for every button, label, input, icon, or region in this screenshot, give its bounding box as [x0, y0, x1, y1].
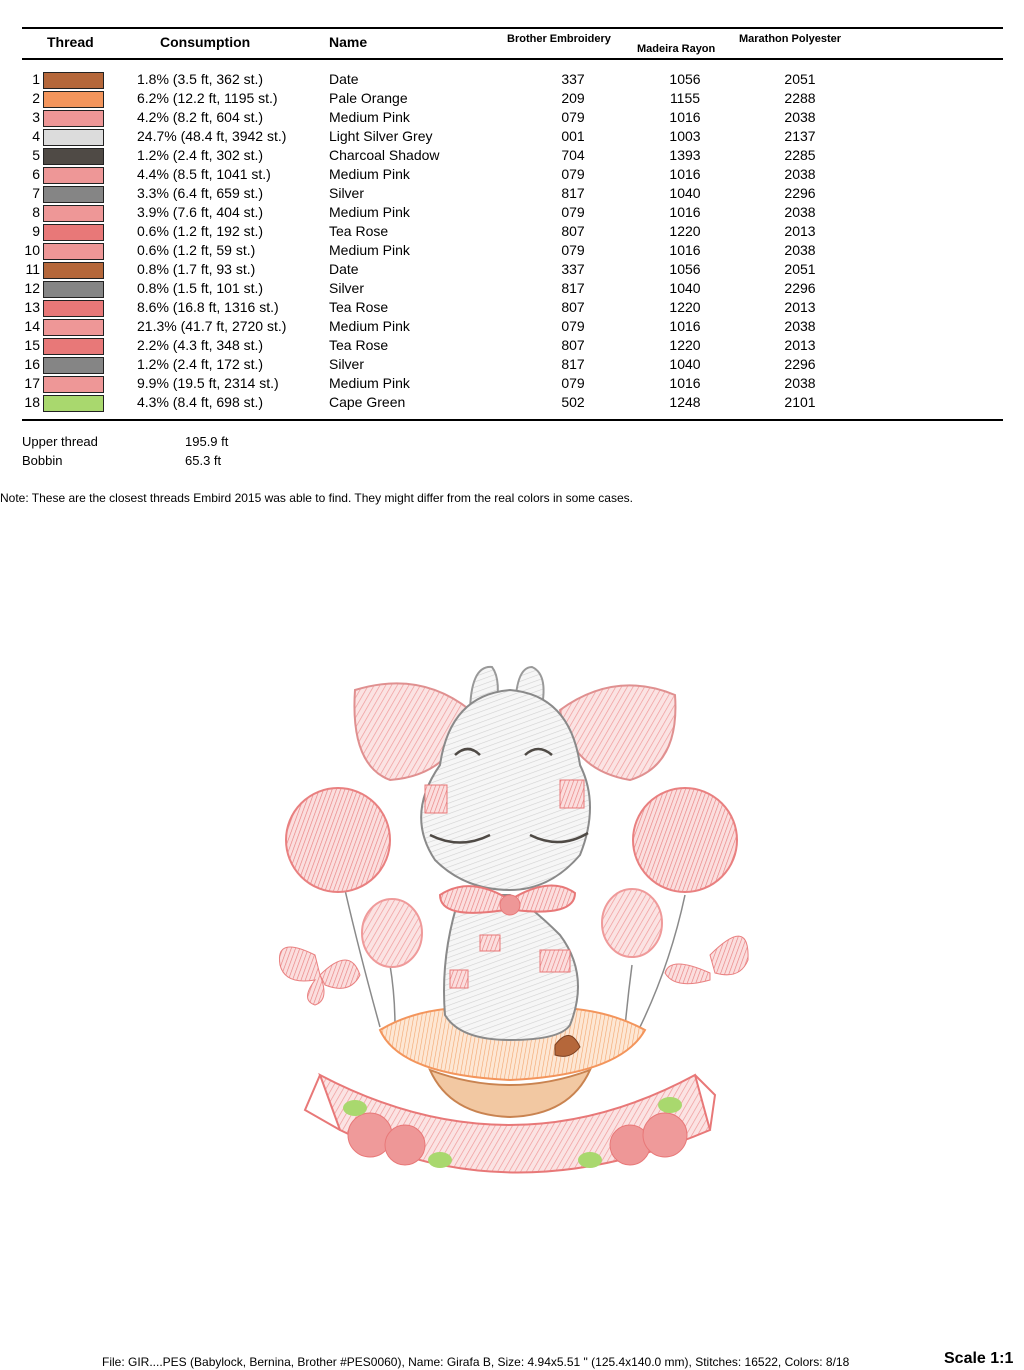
brother-code: 079: [561, 242, 585, 258]
upper-thread-value: 195.9 ft: [185, 434, 229, 449]
madeira-code: 1016: [669, 204, 701, 220]
thread-number: 1: [32, 71, 40, 87]
marathon-code: 2051: [784, 261, 816, 277]
header-consumption: Consumption: [160, 34, 251, 50]
table-row: [0, 147, 1024, 166]
thread-number: 5: [32, 147, 40, 163]
thread-name: Silver: [329, 185, 365, 201]
thread-name: Tea Rose: [329, 223, 389, 239]
thread-consumption: 24.7% (48.4 ft, 3942 st.): [137, 128, 287, 144]
thread-name: Charcoal Shadow: [329, 147, 440, 163]
thread-name: Medium Pink: [329, 109, 410, 125]
madeira-code: 1056: [669, 71, 701, 87]
thread-number: 7: [32, 185, 40, 201]
thread-name: Silver: [329, 280, 365, 296]
thread-consumption: 0.6% (1.2 ft, 59 st.): [137, 242, 256, 258]
madeira-code: 1220: [669, 223, 701, 239]
thread-name: Medium Pink: [329, 204, 410, 220]
thread-consumption: 1.8% (3.5 ft, 362 st.): [137, 71, 264, 87]
thread-consumption: 0.8% (1.5 ft, 101 st.): [137, 280, 264, 296]
thread-name: Date: [329, 261, 359, 277]
marathon-code: 2285: [784, 147, 816, 163]
top-rule: [22, 27, 1003, 29]
thread-color-swatch: [43, 338, 104, 355]
marathon-code: 2038: [784, 109, 816, 125]
thread-name: Tea Rose: [329, 299, 389, 315]
thread-name: Cape Green: [329, 394, 406, 410]
thread-number: 6: [32, 166, 40, 182]
brother-code: 817: [561, 185, 585, 201]
madeira-code: 1393: [669, 147, 701, 163]
thread-color-swatch: [43, 281, 104, 298]
marathon-code: 2013: [784, 337, 816, 353]
thread-color-swatch: [43, 357, 104, 374]
thread-name: Medium Pink: [329, 318, 410, 334]
marathon-code: 2296: [784, 280, 816, 296]
table-row: [0, 318, 1024, 337]
thread-color-swatch: [43, 91, 104, 108]
thread-consumption: 4.2% (8.2 ft, 604 st.): [137, 109, 264, 125]
thread-number: 9: [32, 223, 40, 239]
bobbin-label: Bobbin: [22, 453, 63, 468]
marathon-code: 2038: [784, 375, 816, 391]
brother-code: 807: [561, 299, 585, 315]
marathon-code: 2038: [784, 166, 816, 182]
thread-number: 3: [32, 109, 40, 125]
marathon-code: 2101: [784, 394, 816, 410]
marathon-code: 2296: [784, 185, 816, 201]
thread-color-swatch: [43, 110, 104, 127]
marathon-code: 2038: [784, 242, 816, 258]
thread-consumption: 1.2% (2.4 ft, 172 st.): [137, 356, 264, 372]
thread-consumption: 0.6% (1.2 ft, 192 st.): [137, 223, 264, 239]
madeira-code: 1016: [669, 318, 701, 334]
thread-consumption: 3.3% (6.4 ft, 659 st.): [137, 185, 264, 201]
table-row: [0, 261, 1024, 280]
thread-name: Pale Orange: [329, 90, 408, 106]
thread-color-swatch: [43, 262, 104, 279]
madeira-code: 1040: [669, 280, 701, 296]
table-row: [0, 185, 1024, 204]
thread-number: 14: [24, 318, 40, 334]
brother-code: 817: [561, 356, 585, 372]
madeira-code: 1040: [669, 356, 701, 372]
thread-color-swatch: [43, 129, 104, 146]
upper-thread-label: Upper thread: [22, 434, 98, 449]
table-row: [0, 337, 1024, 356]
thread-consumption: 9.9% (19.5 ft, 2314 st.): [137, 375, 279, 391]
madeira-code: 1003: [669, 128, 701, 144]
thread-number: 17: [24, 375, 40, 391]
header-madeira: Madeira Rayon: [637, 43, 716, 55]
table-row: [0, 242, 1024, 261]
marathon-code: 2051: [784, 71, 816, 87]
thread-number: 18: [24, 394, 40, 410]
thread-number: 10: [24, 242, 40, 258]
thread-number: 2: [32, 90, 40, 106]
thread-color-swatch: [43, 243, 104, 260]
thread-consumption: 21.3% (41.7 ft, 2720 st.): [137, 318, 287, 334]
file-info-footer: File: GIR....PES (Babylock, Bernina, Brother #PES0060), Name: Girafa B, Size: 4.94x5.51 " (125.4x140.0 mm), Stitches: 16522, Colors: 8/18: [102, 1355, 850, 1369]
marathon-code: 2137: [784, 128, 816, 144]
thread-consumption: 6.2% (12.2 ft, 1195 st.): [137, 90, 278, 106]
brother-code: 502: [561, 394, 585, 410]
thread-name: Light Silver Grey: [329, 128, 433, 144]
brother-code: 817: [561, 280, 585, 296]
thread-name: Tea Rose: [329, 337, 389, 353]
brother-code: 079: [561, 318, 585, 334]
madeira-code: 1155: [669, 90, 701, 106]
thread-number: 11: [25, 261, 40, 277]
madeira-code: 1040: [669, 185, 701, 201]
madeira-code: 1016: [669, 166, 701, 182]
madeira-code: 1016: [669, 375, 701, 391]
madeira-code: 1248: [669, 394, 701, 410]
brother-code: 079: [561, 109, 585, 125]
thread-consumption: 8.6% (16.8 ft, 1316 st.): [137, 299, 279, 315]
thread-consumption: 2.2% (4.3 ft, 348 st.): [137, 337, 264, 353]
embroidery-design-image: [270, 655, 760, 1200]
thread-name: Medium Pink: [329, 242, 410, 258]
brother-code: 337: [561, 71, 585, 87]
thread-consumption: 1.2% (2.4 ft, 302 st.): [137, 147, 264, 163]
marathon-code: 2013: [784, 223, 816, 239]
marathon-code: 2038: [784, 318, 816, 334]
thread-name: Date: [329, 71, 359, 87]
thread-color-swatch: [43, 224, 104, 241]
thread-color-swatch: [43, 319, 104, 336]
header-thread: Thread: [47, 34, 94, 50]
thread-color-swatch: [43, 300, 104, 317]
bobbin-value: 65.3 ft: [185, 453, 222, 468]
thread-color-swatch: [43, 186, 104, 203]
brother-code: 807: [561, 337, 585, 353]
table-row: [0, 394, 1024, 413]
header-marathon: Marathon Polyester: [739, 33, 842, 45]
thread-color-swatch: [43, 376, 104, 393]
thread-color-swatch: [43, 395, 104, 412]
brother-code: 079: [561, 375, 585, 391]
thread-name: Medium Pink: [329, 375, 410, 391]
marathon-code: 2038: [784, 204, 816, 220]
thread-number: 15: [24, 337, 40, 353]
thread-number: 12: [24, 280, 40, 296]
table-row: [0, 128, 1024, 147]
thread-consumption: 4.3% (8.4 ft, 698 st.): [137, 394, 264, 410]
madeira-code: 1016: [669, 242, 701, 258]
marathon-code: 2288: [784, 90, 816, 106]
table-row: [0, 90, 1024, 109]
table-row: [0, 375, 1024, 394]
thread-color-swatch: [43, 72, 104, 89]
thread-color-swatch: [43, 148, 104, 165]
thread-name: Medium Pink: [329, 166, 410, 182]
note-text: Note: These are the closest threads Embird 2015 was able to find. They might differ from the real colors in some cases.: [0, 491, 633, 505]
thread-consumption: 0.8% (1.7 ft, 93 st.): [137, 261, 256, 277]
madeira-code: 1056: [669, 261, 701, 277]
thread-number: 13: [24, 299, 40, 315]
thread-color-swatch: [43, 167, 104, 184]
thread-number: 8: [32, 204, 40, 220]
bottom-rule: [22, 419, 1003, 421]
header-brother: Brother Embroidery: [507, 33, 611, 45]
madeira-code: 1220: [669, 299, 701, 315]
brother-code: 001: [561, 128, 585, 144]
table-row: [0, 223, 1024, 242]
madeira-code: 1220: [669, 337, 701, 353]
thread-number: 4: [32, 128, 40, 144]
thread-consumption: 4.4% (8.5 ft, 1041 st.): [137, 166, 271, 182]
table-row: [0, 299, 1024, 318]
table-row: [0, 166, 1024, 185]
marathon-code: 2296: [784, 356, 816, 372]
table-row: [0, 204, 1024, 223]
brother-code: 704: [561, 147, 585, 163]
brother-code: 807: [561, 223, 585, 239]
thread-name: Silver: [329, 356, 365, 372]
thread-consumption: 3.9% (7.6 ft, 404 st.): [137, 204, 264, 220]
table-row: [0, 71, 1024, 90]
thread-color-swatch: [43, 205, 104, 222]
thread-number: 16: [24, 356, 40, 372]
table-row: [0, 356, 1024, 375]
brother-code: 337: [561, 261, 585, 277]
header-rule: [22, 58, 1003, 60]
scale-label: Scale 1:1: [944, 1350, 1014, 1367]
table-row: [0, 109, 1024, 128]
madeira-code: 1016: [669, 109, 701, 125]
brother-code: 079: [561, 166, 585, 182]
header-name: Name: [329, 34, 368, 50]
brother-code: 209: [561, 90, 585, 106]
brother-code: 079: [561, 204, 585, 220]
marathon-code: 2013: [784, 299, 816, 315]
table-row: [0, 280, 1024, 299]
